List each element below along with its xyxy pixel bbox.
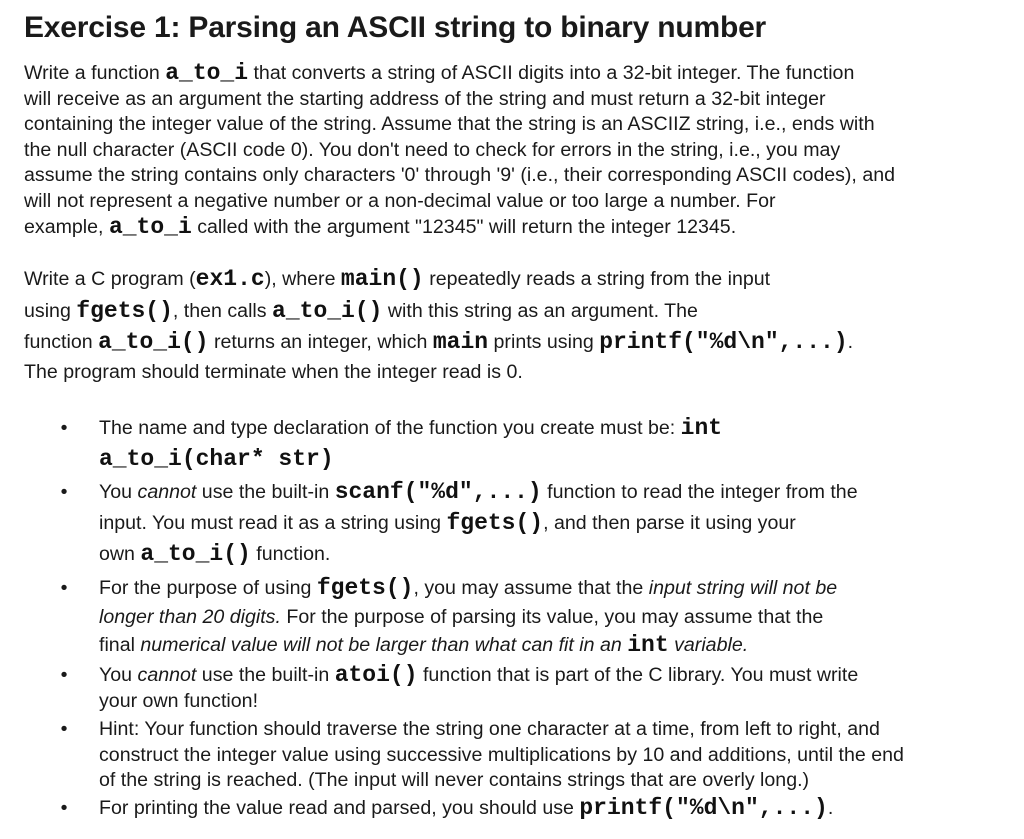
- code-main: main: [432, 329, 489, 355]
- code-a-to-i: a_to_i: [108, 213, 192, 240]
- page-title: Exercise 1: Parsing an ASCII string to binary number: [24, 11, 767, 44]
- code-a-to-i: a_to_i(): [98, 329, 209, 355]
- list-item: • The name and type declaration of the function you create must be: int a_to_i(char* str): [60, 415, 723, 472]
- program-paragraph: Write a C program (ex1.c), where main() repeatedly reads a string from the input using fgets(), then calls a_to_i() with this string as an argument. The function a_to_i() returns an integer, which main prints using printf("%d\n",...).: [24, 266, 854, 355]
- code-ex1-c: ex1.c: [195, 266, 265, 292]
- bullet-icon: •: [60, 577, 68, 599]
- code-a-to-i: a_to_i: [165, 60, 249, 86]
- list-item: • For the purpose of using fgets(), you may assume that the input string will not be longer than 20 digits. For the purpose of parsing its value, you may assume that the final numerical value will not be larger than what can fit in an int variable.: [60, 575, 838, 658]
- bullet-icon: •: [60, 797, 68, 819]
- list-item: • For printing the value read and parsed, you should use printf("%d\n",...).: [60, 795, 834, 821]
- code-a-to-i: a_to_i(): [272, 297, 383, 324]
- list-item: • You cannot use the built-in atoi() function that is part of the C library. You must write your own function!: [60, 662, 859, 712]
- list-item: • Hint: Your function should traverse the string one character at a time, from left to right, and construct the integer value using successive multiplications by 10 and additions, until the end of the string is reached. (The input will never contains strings that are overly long.): [60, 718, 904, 792]
- bullet-icon: •: [60, 718, 68, 740]
- bullet-icon: •: [60, 417, 68, 439]
- code-fgets: fgets(): [76, 297, 173, 324]
- intro-paragraph: Write a function a_to_i that converts a string of ASCII digits into a 32-bit integer. The function will receive as an argument the starting address of the string and must return a 32-bit integer containing the integer value of the string. Assume that the string is an ASCIIZ string, i.e., ends with the null character (ASCII code 0). You don't need to check for errors in the string, i.e., you may assume the string contains only characters '0' through '9' (i.e., their corresponding ASCII codes), and will not represent a negative number or a non-decimal value or too large a number. For example, a_to_i called with the argument "12345" will return the integer 12345.: [24, 60, 896, 240]
- code-main: main(): [340, 266, 424, 292]
- list-item: • You cannot use the built-in scanf("%d",...) function to read the integer from the input. You must read it as a string using fgets(), and then parse it using your own a_to_i() function.: [60, 479, 858, 567]
- program-paragraph-end: The program should terminate when the integer read is 0.: [24, 361, 523, 383]
- bullet-icon: •: [60, 664, 68, 686]
- bullet-icon: •: [60, 481, 68, 503]
- code-printf: printf("%d\n",...): [599, 329, 848, 355]
